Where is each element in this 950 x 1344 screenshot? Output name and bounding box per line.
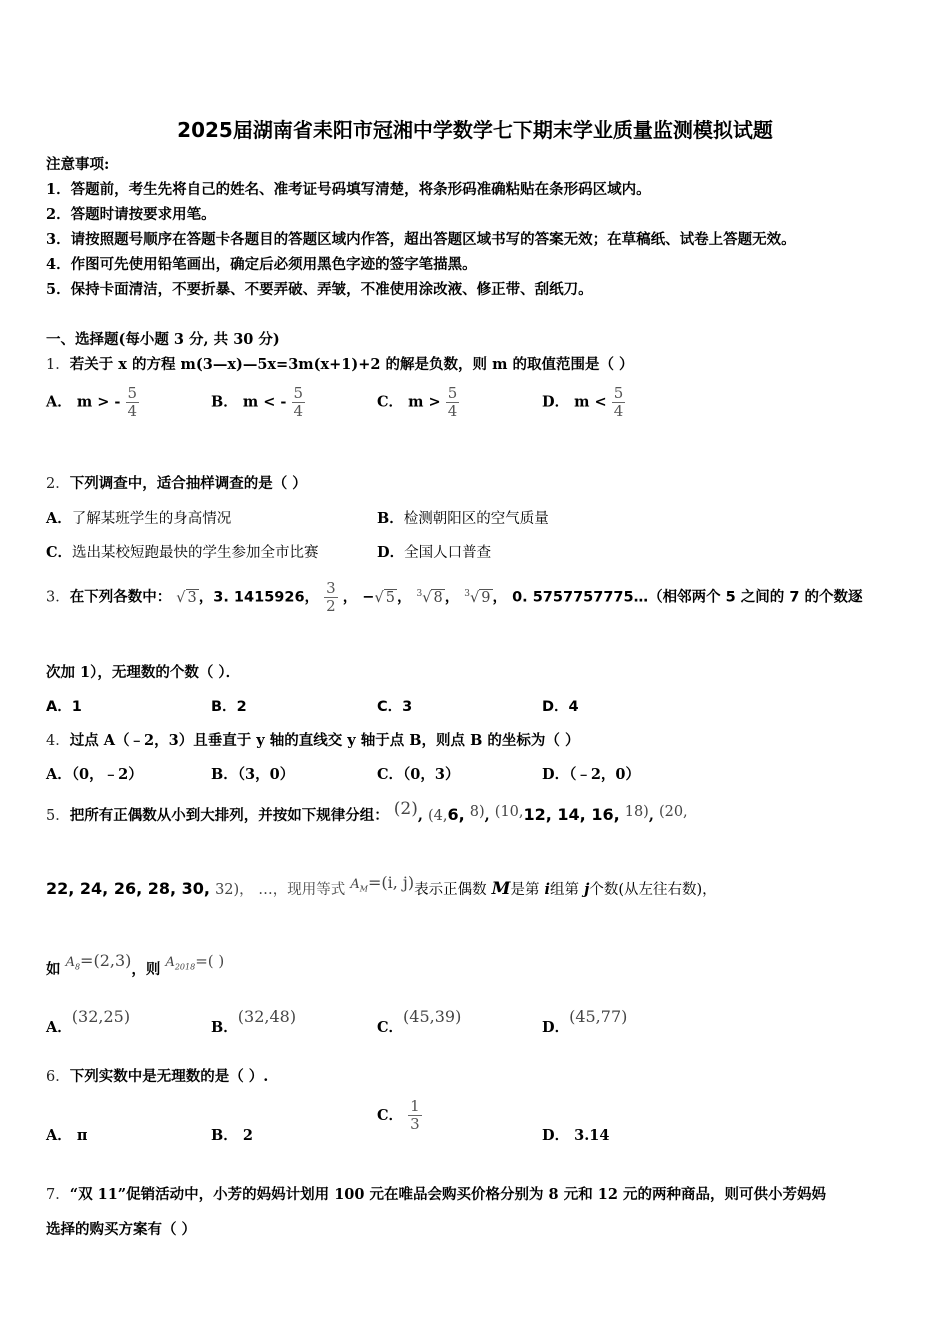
cbrt-8: $^3$√ 8 (416, 588, 443, 606)
q4-option-c[interactable]: C．（0，3） (377, 766, 460, 783)
question-text: ，3. 1415926， (198, 589, 320, 606)
question-text: 22, 24, 26, 28, 30, (46, 879, 210, 898)
fraction: $\frac{5}{4}$ (447, 384, 458, 420)
question-number: 2． (46, 476, 70, 492)
question-7 (46, 1183, 826, 1204)
equation-a-8: $A_8$ (65, 955, 81, 972)
equation-a-2018: =( ) (195, 952, 225, 970)
question-3: 3．在下列各数中： √ 3 ，3. 1415926， $\frac{3}{2}$ ， −√ 5 ， $^3$√ 8 ， $^3$√ 9 ， 0. 5757757775…（相邻两个 5 之间的 7 的个数逐 (46, 579, 863, 615)
q5-option-a[interactable]: A．(32,25) (46, 1007, 131, 1036)
question-text: 次加 1），无理数的个数（ ）． (46, 664, 241, 681)
question-text: 0. 5757757775…（相邻两个 5 之间的 7 的个数逐 (512, 589, 863, 606)
question-number: 5． (46, 808, 70, 824)
minus-sign: − (362, 589, 375, 606)
question-text: ，则 (131, 961, 161, 978)
question-number: 6． (46, 1069, 70, 1085)
q3-option-d[interactable]: D．4 (542, 699, 579, 715)
fraction: $\frac{3}{2}$ (326, 579, 336, 615)
q2-option-b[interactable]: B．检测朝阳区的空气质量 (377, 510, 549, 527)
question-2 (46, 472, 307, 493)
fraction: $\frac{1}{3}$ (410, 1097, 420, 1133)
notice-item: 5．保持卡面清洁，不要折暴、不要弄破、弄皱，不准使用涂改液、修正带、刮纸刀。 (46, 281, 593, 298)
section-heading: 一、选择题(每小题 3 分, 共 30 分) (46, 331, 280, 348)
group-2: 6, (447, 805, 465, 824)
question-number: 7． (46, 1187, 70, 1203)
question-text: 若关于 x 的方程 m(3—x)—5x=3m(x+1)+2 的解是负数，则 m 的取值范围是（ ） (69, 356, 634, 373)
group-3: 18) (624, 804, 649, 820)
question-text: 在下列各数中： (69, 588, 172, 606)
page-title: 2025届湖南省耒阳市冠湘中学数学七下期末学业质量监测模拟试题 (177, 118, 773, 142)
fraction: $\frac{5}{4}$ (613, 384, 624, 420)
question-text: (从左往右数)， (618, 882, 717, 898)
question-4 (46, 729, 579, 750)
question-text: 表示正偶数 (414, 882, 487, 898)
group-3: (10, (494, 804, 524, 820)
notice-item: 3．请按照题号顺序在答题卡各题目的答题区域内作答，超出答题区域书写的答案无效；在草稿纸、试卷上答题无效。 (46, 231, 796, 248)
q1-option-a[interactable] (46, 385, 139, 420)
question-text: “双 11”促销活动中，小芳的妈妈计划用 100 元在唯品会购买价格分别为 8 元和 12 元的两种商品，则可供小芳妈妈 (69, 1186, 826, 1203)
question-text: 如 (46, 961, 61, 978)
option-label: A． (46, 393, 72, 411)
group-4: (20, (658, 804, 688, 820)
q3-option-a[interactable]: A．1 (46, 699, 82, 715)
equation-a-8: =(2,3) (80, 951, 132, 970)
variable-i: i (544, 881, 551, 898)
cbrt-9: $^3$√ 9 (464, 588, 491, 606)
q4-option-b[interactable]: B．（3，0） (211, 766, 295, 783)
group-3: 12, 14, 16, (523, 805, 620, 824)
question-text: 选择的购买方案有（ ） (46, 1221, 197, 1238)
q1-option-c[interactable] (377, 385, 459, 420)
q5-option-b[interactable]: B．(32,48) (211, 1007, 297, 1036)
q2-option-c[interactable]: C．选出某校短跑最快的学生参加全市比赛 (46, 544, 319, 561)
q1-option-b[interactable] (211, 385, 305, 420)
question-text: ， …，现用等式 (239, 882, 346, 898)
option-label: D． (542, 393, 570, 411)
question-6 (46, 1065, 268, 1086)
sqrt-3: √ 3 (176, 589, 197, 606)
q5-option-c[interactable]: C．(45,39) (377, 1007, 462, 1036)
fraction: $\frac{5}{4}$ (293, 384, 304, 420)
group-2: 8) (469, 804, 485, 820)
question-1 (46, 353, 634, 374)
notice-item: 4．作图可先使用铅笔画出，确定后必须用黑色字迹的签字笔描黑。 (46, 256, 477, 273)
question-text: 下列调查中，适合抽样调查的是（ ） (69, 475, 307, 492)
question-number: 1． (46, 357, 70, 373)
equation-a-m: =(i, j) (367, 873, 415, 892)
q6-option-c[interactable]: C． $\frac{1}{3}$ (377, 1097, 420, 1133)
equation-a-m: $A_M$ (350, 877, 368, 894)
option-text: m > - (76, 393, 121, 411)
question-text: 下列实数中是无理数的是（ ）. (69, 1068, 269, 1085)
question-text: 过点 A（﹣2，3）且垂直于 y 轴的直线交 y 轴于点 B，则点 B 的坐标为（ ） (69, 732, 580, 749)
option-text: m < - (242, 393, 287, 411)
question-text: 个数 (589, 882, 619, 898)
q3-option-c[interactable]: C．3 (377, 699, 413, 715)
question-text: 组第 (550, 882, 580, 898)
group-2: (4, (428, 808, 448, 824)
question-number: 4． (46, 733, 70, 749)
notice-heading: 注意事项: (46, 156, 110, 173)
question-5-line3 (46, 950, 225, 978)
notice-item: 2．答题时请按要求用笔。 (46, 206, 216, 223)
q6-option-a[interactable]: A． π (46, 1127, 88, 1144)
group-1: (2) (393, 799, 418, 819)
group-4: 32) (215, 882, 240, 898)
sqrt-5: √ 5 (374, 589, 395, 606)
option-label: C． (377, 393, 404, 411)
question-text: 把所有正偶数从小到大排列，并按如下规律分组： (69, 807, 389, 824)
q3-option-b[interactable]: B．2 (211, 699, 247, 715)
question-5-line2 (46, 873, 717, 900)
separator: ， (342, 588, 358, 606)
q4-option-d[interactable]: D．（﹣2，0） (542, 766, 641, 783)
q1-option-d[interactable] (542, 385, 625, 420)
option-text: m > (408, 393, 441, 411)
fraction: $\frac{5}{4}$ (127, 384, 138, 420)
question-number: 3． (46, 589, 70, 606)
q5-option-d[interactable]: D．(45,77) (542, 1007, 628, 1036)
q4-option-a[interactable]: A．（0，﹣2） (46, 766, 143, 783)
q6-option-b[interactable]: B． 2 (211, 1127, 253, 1144)
question-5: 5．把所有正偶数从小到大排列，并按如下规律分组： (2), (4,6, 8), (10,12, 14, 16, 18), (20, (46, 799, 688, 824)
option-text: m < (574, 393, 607, 411)
q6-option-d[interactable]: D． 3.14 (542, 1127, 610, 1144)
variable-m: M (491, 879, 511, 899)
q2-option-a[interactable]: A．了解某班学生的身高情况 (46, 510, 232, 527)
equation-a-2018: $A_{2018}$ (165, 955, 196, 972)
notice-item: 1．答题前，考生先将自己的姓名、准考证号码填写清楚，将条形码准确粘贴在条形码区域内。 (46, 181, 651, 198)
q2-option-d[interactable]: D．全国人口普查 (377, 544, 492, 561)
variable-j: j (584, 881, 590, 898)
question-text: 是第 (510, 882, 540, 898)
option-label: B． (211, 393, 238, 411)
